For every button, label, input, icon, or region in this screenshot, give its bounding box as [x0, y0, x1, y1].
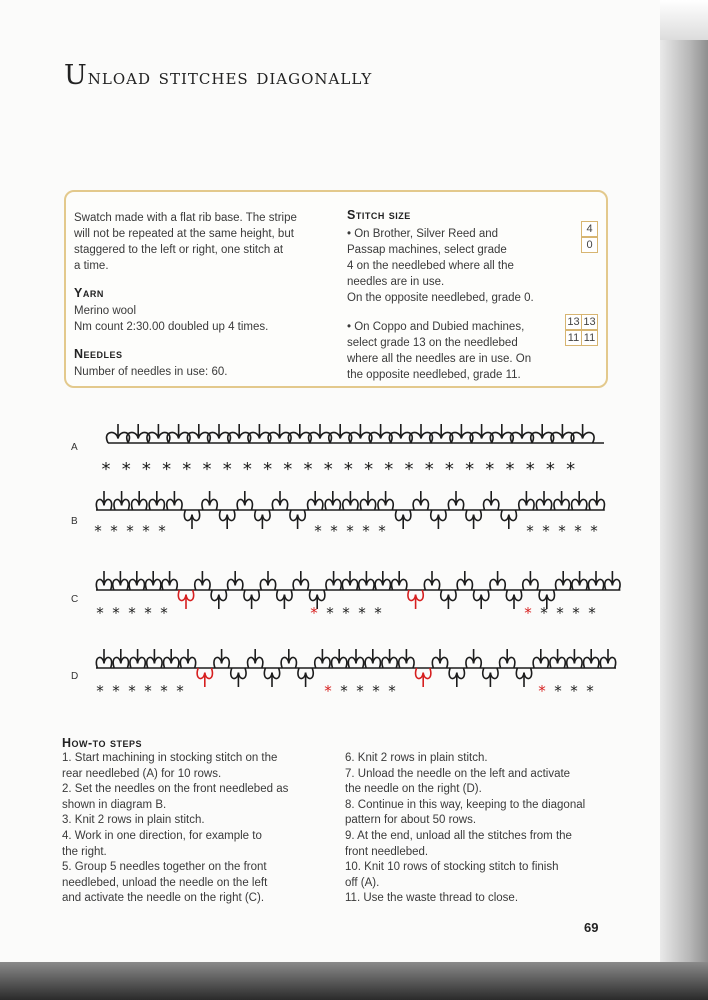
- stitch-diagram-b: [0, 488, 708, 548]
- empty-needle-star: *: [526, 522, 534, 540]
- yarn-line: Merino wool: [74, 305, 136, 317]
- empty-needle-star: *: [160, 604, 168, 622]
- empty-needle-star: *: [540, 604, 548, 622]
- step-line: off (A).: [345, 876, 380, 889]
- brother-grade-bottom: 0: [581, 237, 598, 253]
- empty-needle-star: *: [142, 522, 150, 540]
- empty-needle-star: *: [346, 522, 354, 540]
- empty-needle-star: *: [112, 604, 120, 622]
- empty-needle-star: *: [554, 682, 562, 700]
- book-spine-highlight: [660, 0, 708, 40]
- empty-needle-star: *: [542, 522, 550, 540]
- step-line: 5. Group 5 needles together on the front: [62, 861, 267, 874]
- yarn-line: Nm count 2:30.00 doubled up 4 times.: [74, 321, 269, 333]
- info-box: [64, 190, 608, 388]
- empty-needle-star: *: [324, 682, 332, 700]
- empty-needle-star: *: [326, 604, 334, 622]
- step-line: 2. Set the needles on the front needlebed as: [62, 783, 289, 796]
- how-to-steps-col1: [62, 751, 288, 907]
- empty-needle-star: *: [141, 459, 151, 480]
- empty-needle-star: *: [362, 522, 370, 540]
- empty-needle-star: *: [323, 459, 333, 480]
- empty-needle-star: *: [222, 459, 232, 480]
- empty-needle-star: *: [202, 459, 212, 480]
- how-to-steps-col2: [345, 751, 585, 907]
- empty-needle-star: *: [505, 459, 515, 480]
- needles-text: [74, 364, 227, 380]
- yarn-heading: Yarn: [74, 286, 104, 300]
- coppo-grade-bottom-right: 11: [581, 330, 598, 346]
- empty-needle-star: *: [384, 459, 394, 480]
- empty-needle-star: *: [404, 459, 414, 480]
- step-line: needlebed, unload the needle on the left: [62, 876, 268, 889]
- empty-needle-star: *: [444, 459, 454, 480]
- stitch-diagram-a: [0, 405, 708, 480]
- coppo-instructions: [347, 319, 531, 383]
- how-to-heading: How-to steps: [62, 736, 143, 750]
- empty-needle-star: *: [356, 682, 364, 700]
- brother-line: needles are in use.: [347, 276, 445, 288]
- needles-line: Number of needles in use: 60.: [74, 366, 228, 378]
- page-number: 69: [584, 920, 599, 935]
- empty-needle-star: *: [242, 459, 252, 480]
- empty-needle-star: *: [263, 459, 273, 480]
- empty-needle-star: *: [128, 682, 136, 700]
- coppo-line: the opposite needlebed, grade 11.: [347, 369, 521, 381]
- empty-needle-star: *: [176, 682, 184, 700]
- step-line: 7. Unload the needle on the left and activate: [345, 767, 571, 780]
- yarn-text: [74, 303, 268, 335]
- diagram-label-d: D: [71, 671, 79, 682]
- empty-needle-star: *: [144, 604, 152, 622]
- coppo-line: where all the needles are in use. On: [347, 353, 532, 365]
- needles-heading: Needles: [74, 347, 123, 361]
- empty-needle-star: *: [128, 604, 136, 622]
- empty-needle-star: *: [558, 522, 566, 540]
- empty-needle-star: *: [538, 682, 546, 700]
- empty-needle-star: *: [121, 459, 131, 480]
- step-line: the needle on the right (D).: [345, 783, 482, 796]
- empty-needle-star: *: [570, 682, 578, 700]
- empty-needle-star: *: [96, 604, 104, 622]
- empty-needle-star: *: [590, 522, 598, 540]
- empty-needle-star: *: [485, 459, 495, 480]
- coppo-line: select grade 13 on the needlebed: [347, 337, 518, 349]
- empty-needle-star: *: [101, 459, 111, 480]
- empty-needle-star: *: [110, 522, 118, 540]
- brother-instructions: [347, 226, 534, 306]
- empty-needle-star: *: [378, 522, 386, 540]
- empty-needle-star: *: [358, 604, 366, 622]
- page-title: Unload stitches diagonally: [64, 60, 373, 91]
- brother-line: Passap machines, select grade: [347, 244, 507, 256]
- brother-grade-top: 4: [581, 221, 598, 237]
- diagram-label-c: C: [71, 594, 79, 605]
- intro-line: a time.: [74, 260, 109, 272]
- brother-line: On the opposite needlebed, grade 0.: [347, 292, 534, 304]
- step-line: shown in diagram B.: [62, 798, 167, 811]
- empty-needle-star: *: [303, 459, 313, 480]
- empty-needle-star: *: [525, 459, 535, 480]
- step-line: 6. Knit 2 rows in plain stitch.: [345, 752, 488, 764]
- step-line: pattern for about 50 rows.: [345, 814, 477, 827]
- empty-needle-star: *: [374, 604, 382, 622]
- empty-needle-star: *: [283, 459, 293, 480]
- step-line: 9. At the end, unload all the stitches from the: [345, 829, 572, 842]
- coppo-grade-top-right: 13: [581, 314, 598, 330]
- empty-needle-star: *: [126, 522, 134, 540]
- intro-line: Swatch made with a flat rib base. The stripe: [74, 212, 297, 224]
- step-line: 10. Knit 10 rows of stocking stitch to finish: [345, 861, 559, 874]
- empty-needle-star: *: [112, 682, 120, 700]
- empty-needle-star: *: [144, 682, 152, 700]
- empty-needle-star: *: [310, 604, 318, 622]
- scan-bottom-edge: [0, 962, 708, 1000]
- empty-needle-star: *: [314, 522, 322, 540]
- empty-needle-star: *: [556, 604, 564, 622]
- empty-needle-star: *: [162, 459, 172, 480]
- step-line: front needlebed.: [345, 845, 429, 858]
- step-line: rear needlebed (A) for 10 rows.: [62, 767, 222, 780]
- empty-needle-star: *: [465, 459, 475, 480]
- empty-needle-star: *: [588, 604, 596, 622]
- stitch-diagram-d: [0, 646, 708, 708]
- coppo-grade-bottom-left: 11: [565, 330, 582, 346]
- diagram-label-a: A: [71, 442, 78, 453]
- empty-needle-star: *: [545, 459, 555, 480]
- empty-needle-star: *: [566, 459, 576, 480]
- empty-needle-star: *: [343, 459, 353, 480]
- empty-needle-star: *: [160, 682, 168, 700]
- step-line: 3. Knit 2 rows in plain stitch.: [62, 814, 205, 827]
- brother-line: 4 on the needlebed where all the: [347, 260, 514, 272]
- step-line: 11. Use the waste thread to close.: [345, 892, 519, 905]
- empty-needle-star: *: [586, 682, 594, 700]
- step-line: 8. Continue in this way, keeping to the diagonal: [345, 798, 586, 811]
- empty-needle-star: *: [388, 682, 396, 700]
- intro-line: staggered to the left or right, one stitch at: [74, 244, 284, 256]
- empty-needle-star: *: [424, 459, 434, 480]
- intro-text: [74, 210, 297, 274]
- empty-needle-star: *: [342, 604, 350, 622]
- intro-line: will not be repeated at the same height, but: [74, 228, 294, 240]
- empty-needle-star: *: [96, 682, 104, 700]
- empty-needle-star: *: [182, 459, 192, 480]
- empty-needle-star: *: [524, 604, 532, 622]
- stitch-diagram-c: [0, 568, 708, 630]
- empty-needle-star: *: [372, 682, 380, 700]
- diagram-label-b: B: [71, 516, 78, 527]
- coppo-grade-top-left: 13: [565, 314, 582, 330]
- brother-line: • On Brother, Silver Reed and: [347, 228, 499, 240]
- step-line: and activate the needle on the right (C).: [62, 892, 265, 905]
- empty-needle-star: *: [330, 522, 338, 540]
- stitch-size-heading: Stitch size: [347, 208, 411, 222]
- empty-needle-star: *: [158, 522, 166, 540]
- empty-needle-star: *: [94, 522, 102, 540]
- step-line: 1. Start machining in stocking stitch on the: [62, 752, 278, 764]
- empty-needle-star: *: [364, 459, 374, 480]
- coppo-line: • On Coppo and Dubied machines,: [347, 321, 525, 333]
- empty-needle-star: *: [572, 604, 580, 622]
- step-line: 4. Work in one direction, for example to: [62, 829, 262, 842]
- step-line: the right.: [62, 845, 107, 858]
- empty-needle-star: *: [574, 522, 582, 540]
- empty-needle-star: *: [340, 682, 348, 700]
